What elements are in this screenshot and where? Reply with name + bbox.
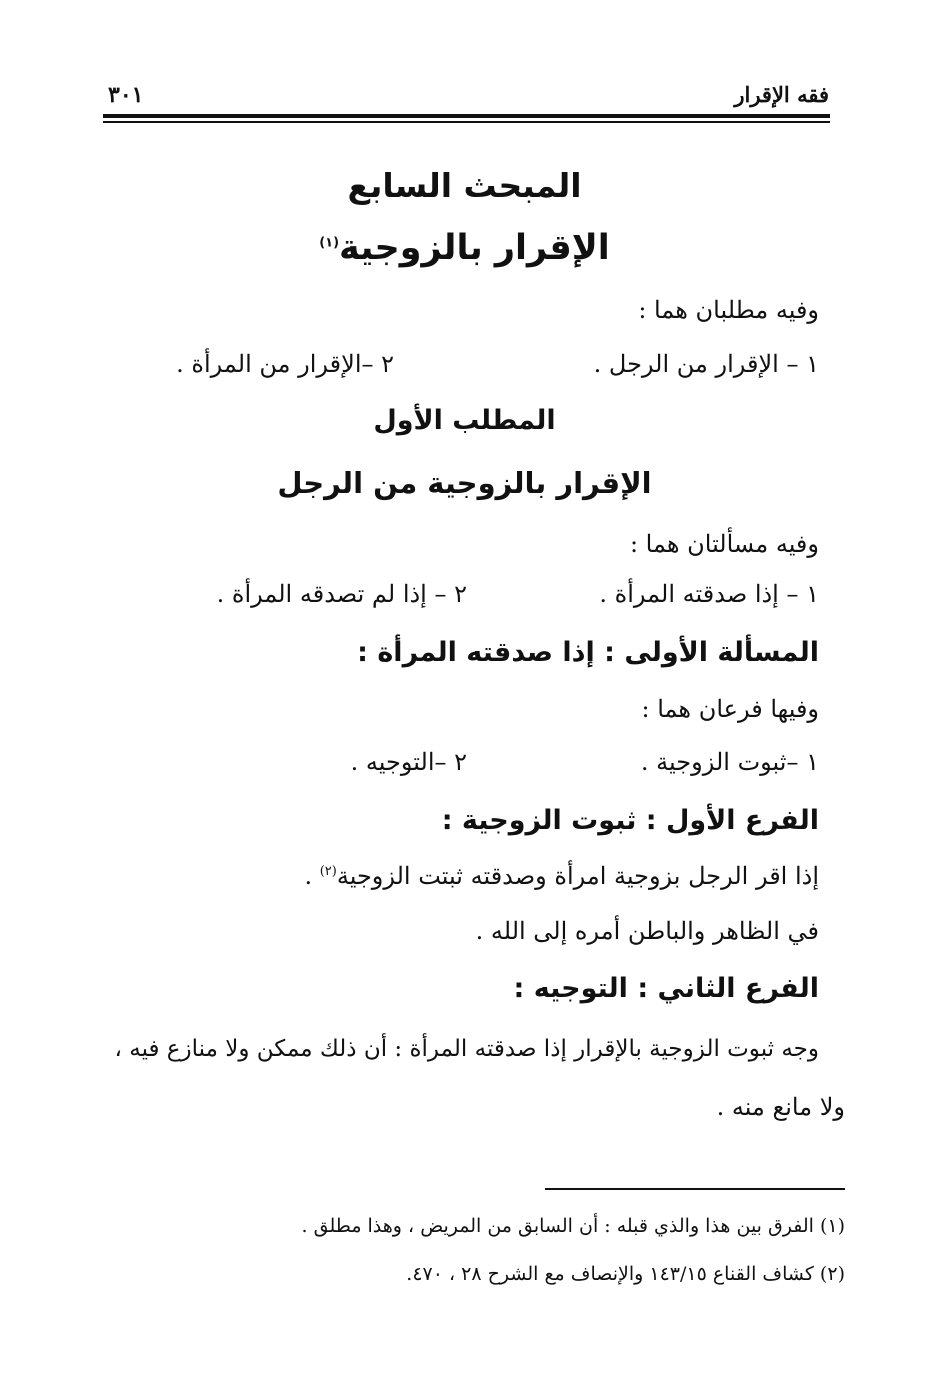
matlab-title: المطلب الأول <box>373 405 556 436</box>
page-number: ٣٠١ <box>108 82 144 108</box>
footnote-marker-1: (١) <box>319 235 340 251</box>
matlab-item-2: ٢ – إذا لم تصدقه المرأة . <box>216 580 467 608</box>
masala-item-2: ٢ –التوجيه . <box>350 748 467 776</box>
footnote-2: (٢) كشاف القناع ١٤٣/١٥ والإنصاف مع الشرح ٢٨ ، ٤٧٠. <box>406 1263 845 1285</box>
section-item-2: ٢ –الإقرار من المرأة . <box>176 350 394 378</box>
footnote-separator <box>545 1188 845 1190</box>
header-rule-thick <box>103 114 830 118</box>
far1-text-line-1 <box>304 862 819 890</box>
masala-heading: المسألة الأولى : إذا صدقته المرأة : <box>357 637 819 668</box>
far2-text-line-2: ولا مانع منه . <box>716 1093 845 1121</box>
section-intro: وفيه مطلبان هما : <box>638 296 819 324</box>
matlab-subtitle: الإقرار بالزوجية من الرجل <box>277 466 652 500</box>
far1-text: إذا اقر الرجل بزوجية امرأة وصدقته ثبتت الزوجية <box>336 862 819 890</box>
masala-item-1: ١ –ثبوت الزوجية . <box>640 748 819 776</box>
far2-heading: الفرع الثاني : التوجيه : <box>513 973 819 1004</box>
header-rule-thin <box>103 121 830 123</box>
footnote-1: (١) الفرق بين هذا والذي قبله : أن السابق من المريض ، وهذا مطلق . <box>301 1215 845 1237</box>
masala-intro: وفيها فرعان هما : <box>641 695 819 723</box>
matlab-item-1: ١ – إذا صدقته المرأة . <box>599 580 819 608</box>
running-header-title: فقه الإقرار <box>734 82 829 107</box>
far1-heading: الفرع الأول : ثبوت الزوجية : <box>441 805 819 836</box>
footnote-marker-2: (٢) <box>319 864 337 879</box>
section-subtitle-line <box>0 228 929 268</box>
section-item-1: ١ – الإقرار من الرجل . <box>593 350 819 378</box>
far1-text-end: . <box>304 862 320 890</box>
section-title: المبحث السابع <box>347 166 582 205</box>
far2-text-line-1: وجه ثبوت الزوجية بالإقرار إذا صدقته المرأة : أن ذلك ممكن ولا منازع فيه ، <box>114 1036 819 1062</box>
matlab-intro: وفيه مسألتان هما : <box>629 530 819 558</box>
far1-text-line-2: في الظاهر والباطن أمره إلى الله . <box>475 917 819 945</box>
section-subtitle: الإقرار بالزوجية <box>339 228 610 268</box>
